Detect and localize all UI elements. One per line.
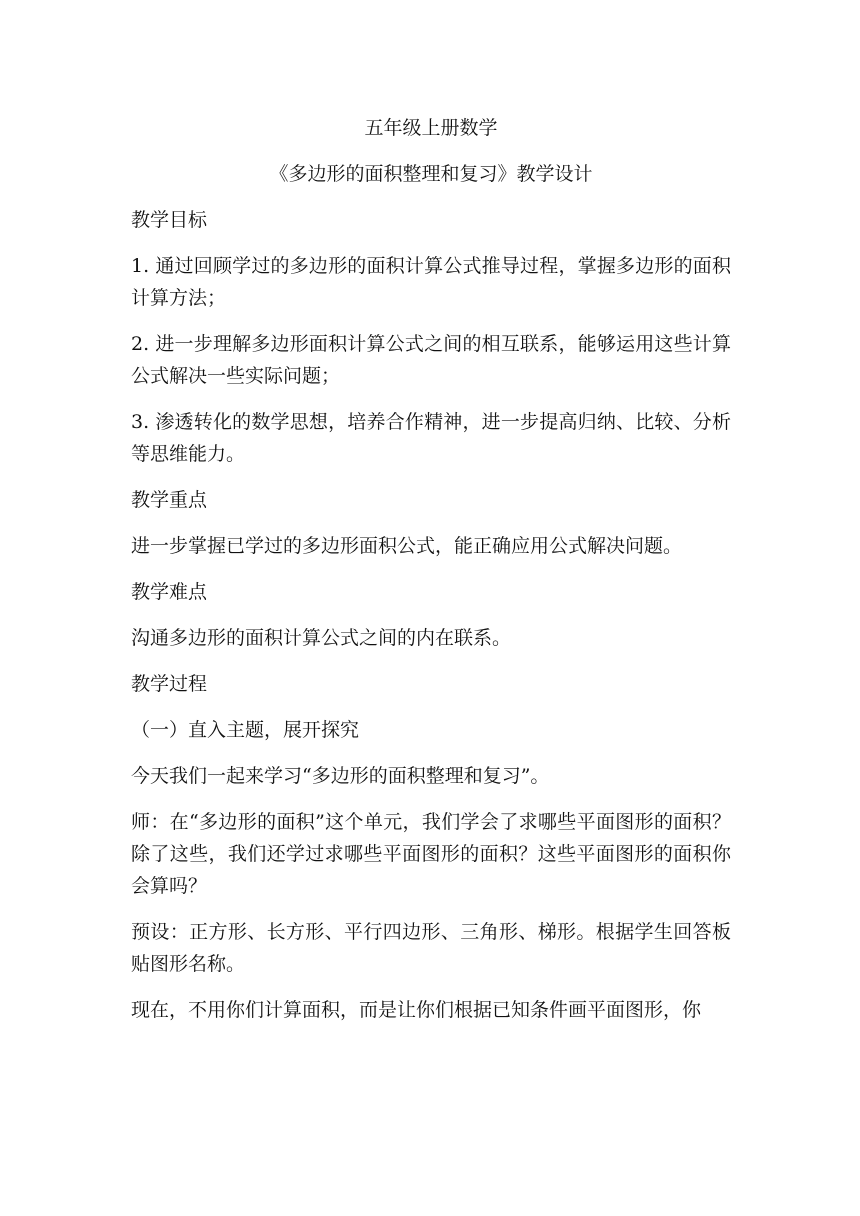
section-heading-key-points: 教学重点 <box>131 489 208 511</box>
difficulties-text: 沟通多边形的面积计算公式之间的内在联系。 <box>131 627 512 649</box>
document-title-line2: 《多边形的面积整理和复习》教学设计 <box>269 163 593 185</box>
document-body <box>131 112 731 1040</box>
objective-item-2: 2. 进一步理解多边形面积计算公式之间的相互联系，能够运用这些计算公式解决一些实际问题； <box>131 333 731 387</box>
document-title-line1: 五年级上册数学 <box>364 117 498 139</box>
section-heading-difficulties: 教学难点 <box>131 581 208 603</box>
objective-item-1: 1. 通过回顾学过的多边形的面积计算公式推导过程，掌握多边形的面积计算方法； <box>131 255 731 309</box>
section-heading-objectives: 教学目标 <box>131 209 208 231</box>
key-points-text: 进一步掌握已学过的多边形面积公式，能正确应用公式解决问题。 <box>131 535 683 557</box>
objective-item-3: 3. 渗透转化的数学思想，培养合作精神，进一步提高归纳、比较、分析等思维能力。 <box>131 411 731 465</box>
process-intro: 今天我们一起来学习“多边形的面积整理和复习”。 <box>131 765 550 787</box>
preset-answer: 预设：正方形、长方形、平行四边形、三角形、梯形。根据学生回答板贴图形名称。 <box>131 921 731 975</box>
section-heading-process: 教学过程 <box>131 673 208 695</box>
teacher-question: 师：在“多边形的面积”这个单元，我们学会了求哪些平面图形的面积？除了这些，我们还学过求哪些平面图形的面积？这些平面图形的面积你会算吗？ <box>131 811 731 897</box>
process-step-1: （一）直入主题，展开探究 <box>131 719 360 741</box>
next-instruction: 现在，不用你们计算面积，而是让你们根据已知条件画平面图形，你 <box>131 999 702 1021</box>
